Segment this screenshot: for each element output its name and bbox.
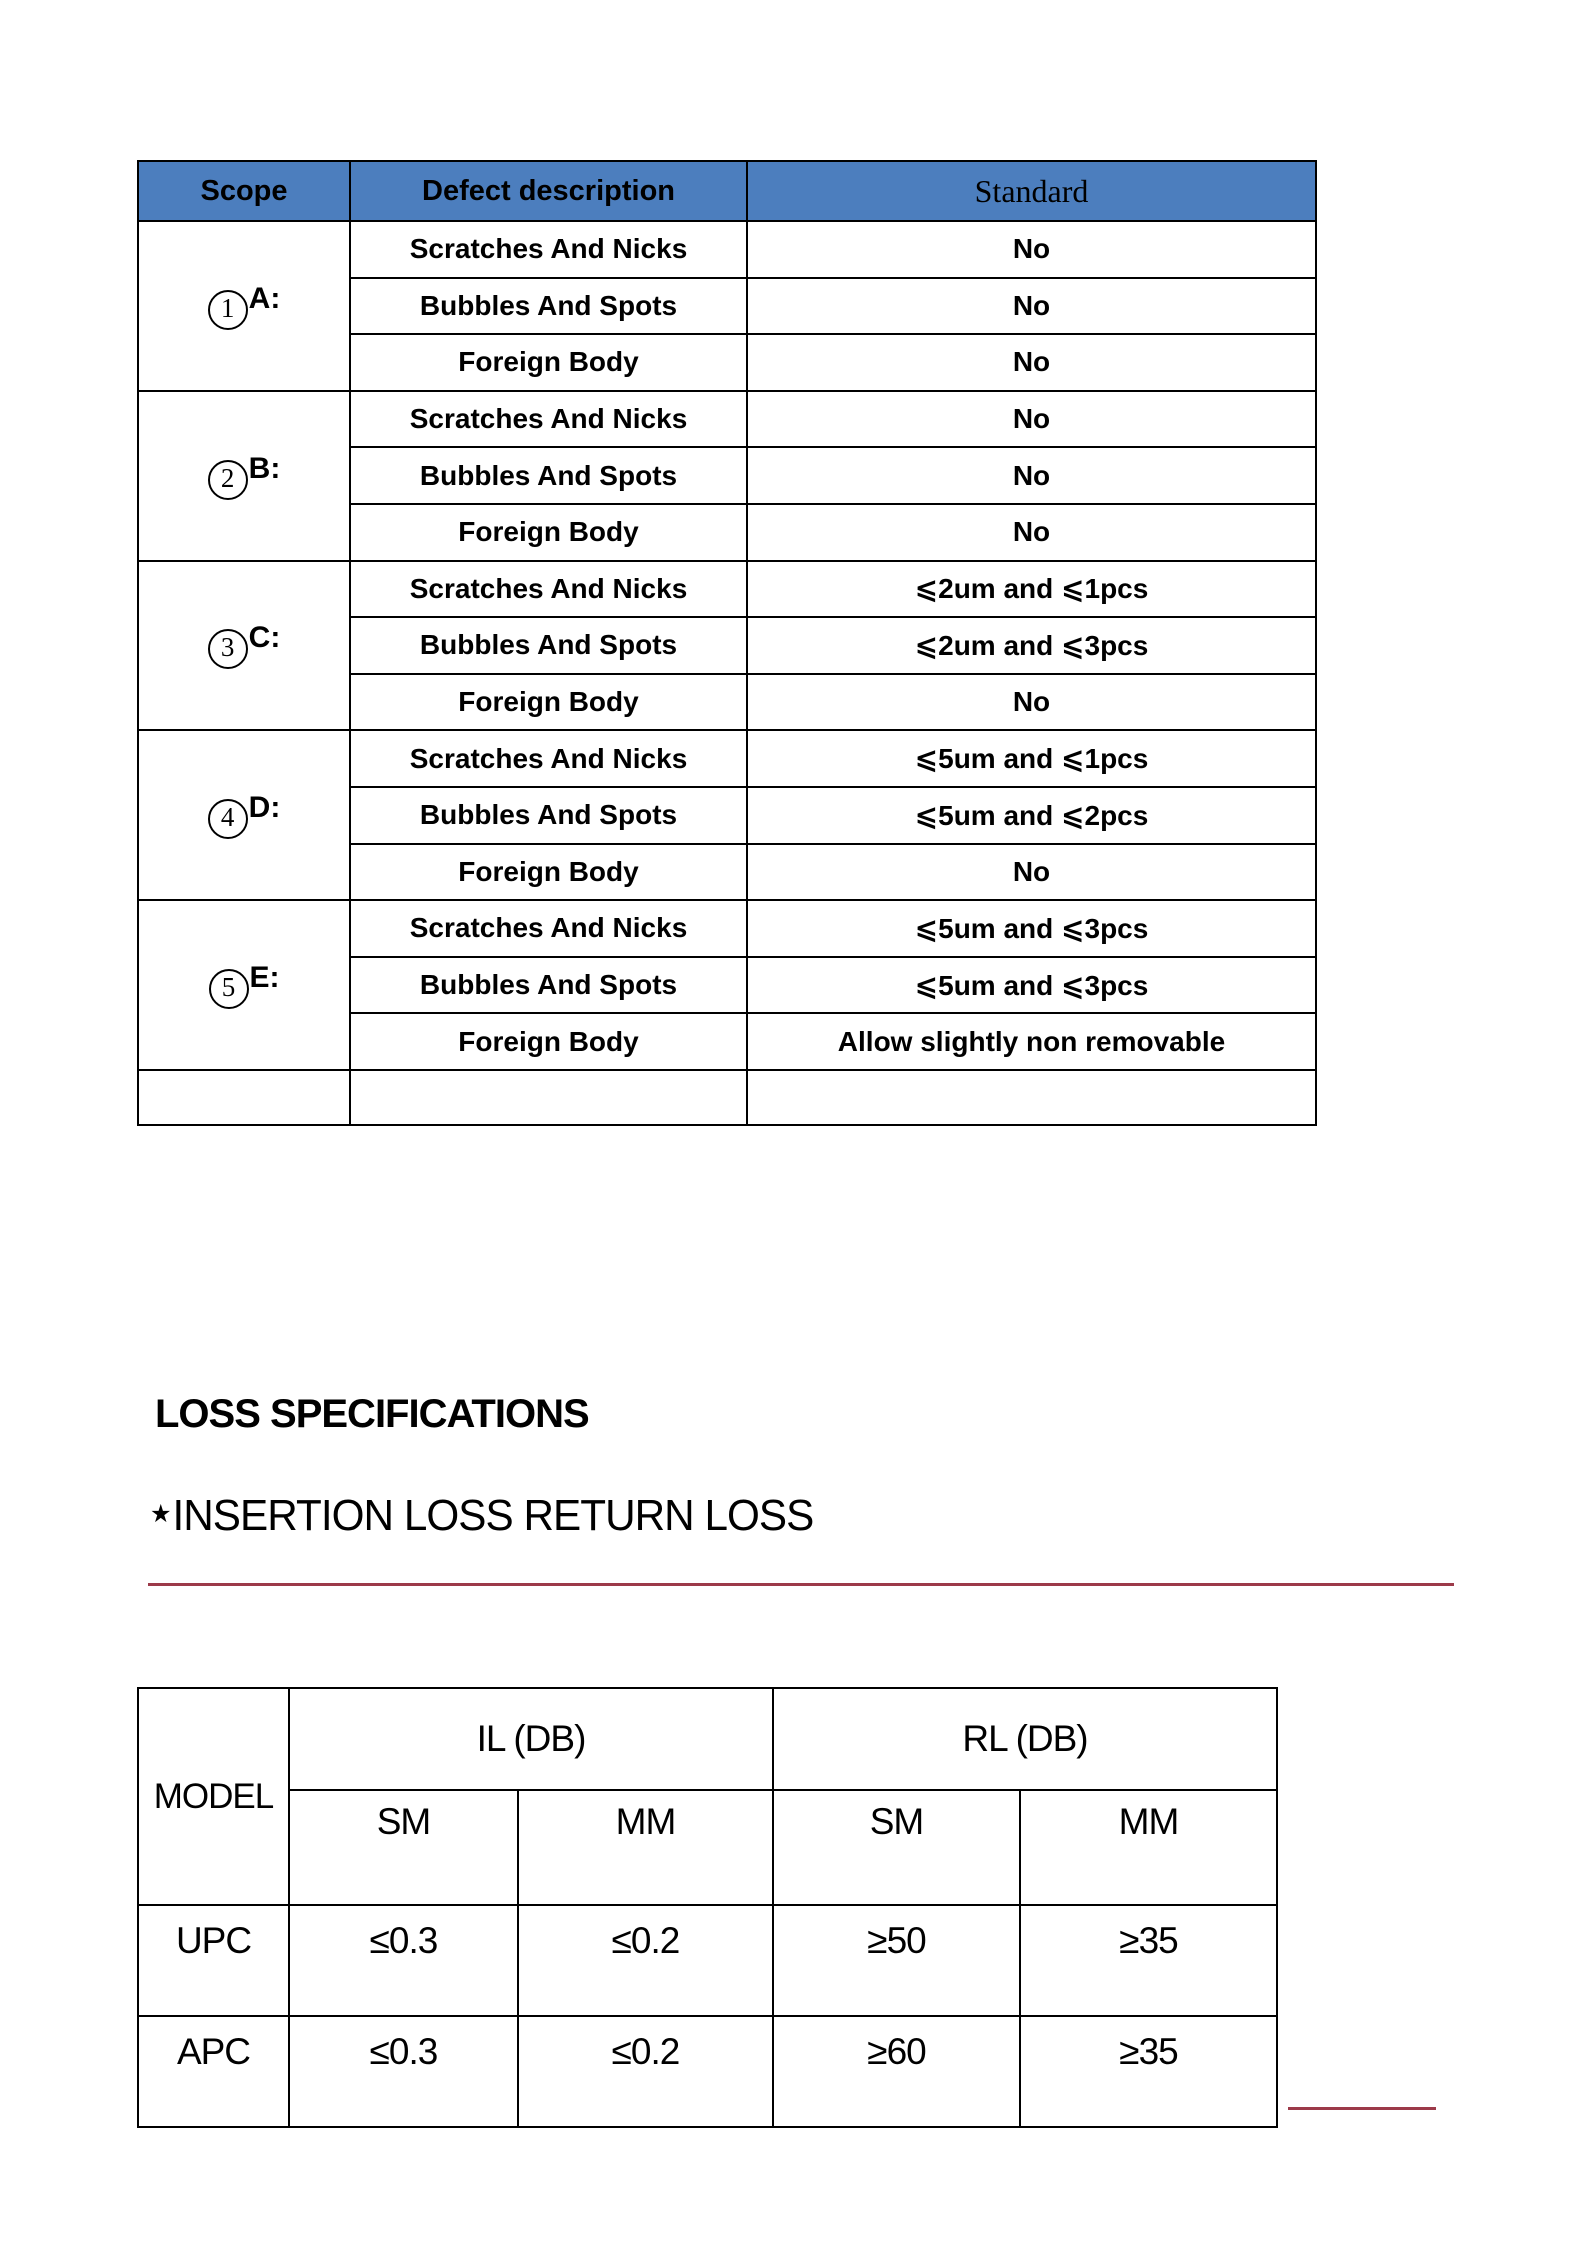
il-header-cell: IL (DB) [289,1688,773,1790]
value-cell: ≤0.3 [289,1905,518,2016]
standard-cell: ⩽2um and ⩽1pcs [747,561,1316,618]
defect-cell: Foreign Body [350,674,747,731]
scope-letter: C: [248,621,281,655]
scope-cell-c [138,561,350,731]
scope-letter: B: [248,451,281,485]
defect-cell: Bubbles And Spots [350,617,747,674]
defect-cell: Foreign Body [350,504,747,561]
table-row-upc [138,1905,1277,2016]
circled-number: 4 [208,799,248,839]
standard-cell: ⩽2um and ⩽3pcs [747,617,1316,674]
table-row [138,561,1316,618]
value-cell: ≤0.3 [289,2016,518,2127]
defect-cell: Scratches And Nicks [350,391,747,448]
standard-cell: ⩽5um and ⩽3pcs [747,957,1316,1014]
header-defect-description: Defect description [350,161,747,221]
defect-cell: Scratches And Nicks [350,221,747,278]
defect-cell: Bubbles And Spots [350,787,747,844]
value-cell: ≥35 [1020,1905,1277,2016]
value-cell: ≥60 [773,2016,1020,2127]
standard-cell: No [747,278,1316,335]
header-scope: Scope [138,161,350,221]
horizontal-divider-short [1288,2107,1436,2110]
scope-letter: A: [248,281,281,315]
value-cell: ≤0.2 [518,1905,773,2016]
insertion-return-loss-subtitle [150,1492,813,1540]
defect-standard-table [137,160,1317,1126]
empty-cell [747,1070,1316,1125]
empty-cell [350,1070,747,1125]
standard-cell: No [747,674,1316,731]
table-row [138,900,1316,957]
model-header-cell: MODEL [138,1688,289,1905]
table-header-row [138,161,1316,221]
standard-cell: No [747,447,1316,504]
defect-cell: Bubbles And Spots [350,278,747,335]
empty-row [138,1070,1316,1125]
subheader-cell: SM [289,1790,518,1905]
star-icon: ★ [150,1500,171,1528]
table-subheader-row [138,1790,1277,1905]
defect-cell: Foreign Body [350,334,747,391]
defect-cell: Scratches And Nicks [350,730,747,787]
standard-cell: Allow slightly non removable [747,1013,1316,1070]
standard-cell: ⩽5um and ⩽2pcs [747,787,1316,844]
subtitle-text: INSERTION LOSS RETURN LOSS [172,1491,814,1540]
empty-cell [138,1070,350,1125]
circled-number: 5 [209,969,249,1009]
table-row-apc [138,2016,1277,2127]
value-cell: ≥50 [773,1905,1020,2016]
defect-cell: Foreign Body [350,844,747,901]
scope-letter: D: [248,791,281,825]
standard-cell: No [747,844,1316,901]
standard-cell: No [747,221,1316,278]
standard-cell: No [747,391,1316,448]
standard-cell: No [747,504,1316,561]
defect-cell: Scratches And Nicks [350,561,747,618]
circled-number: 3 [208,629,248,669]
table-row [138,391,1316,448]
subheader-cell: SM [773,1790,1020,1905]
scope-letter: E: [249,961,280,995]
loss-specifications-title: LOSS SPECIFICATIONS [155,1392,589,1436]
defect-cell: Foreign Body [350,1013,747,1070]
horizontal-divider [148,1583,1454,1586]
circled-number: 1 [208,290,248,330]
circled-number: 2 [208,460,248,500]
header-standard: Standard [747,161,1316,221]
defect-cell: Scratches And Nicks [350,900,747,957]
scope-cell-d [138,730,350,900]
subheader-cell: MM [1020,1790,1277,1905]
loss-specifications-table [137,1687,1278,2128]
rl-header-cell: RL (DB) [773,1688,1277,1790]
standard-cell: ⩽5um and ⩽3pcs [747,900,1316,957]
standard-cell: ⩽5um and ⩽1pcs [747,730,1316,787]
standard-cell: No [747,334,1316,391]
scope-cell-e [138,900,350,1070]
model-cell: APC [138,2016,289,2127]
table-row [138,221,1316,278]
scope-cell-a [138,221,350,391]
subheader-cell: MM [518,1790,773,1905]
defect-cell: Bubbles And Spots [350,957,747,1014]
defect-cell: Bubbles And Spots [350,447,747,504]
value-cell: ≥35 [1020,2016,1277,2127]
table-row [138,730,1316,787]
table-header-row [138,1688,1277,1790]
value-cell: ≤0.2 [518,2016,773,2127]
scope-cell-b [138,391,350,561]
model-cell: UPC [138,1905,289,2016]
